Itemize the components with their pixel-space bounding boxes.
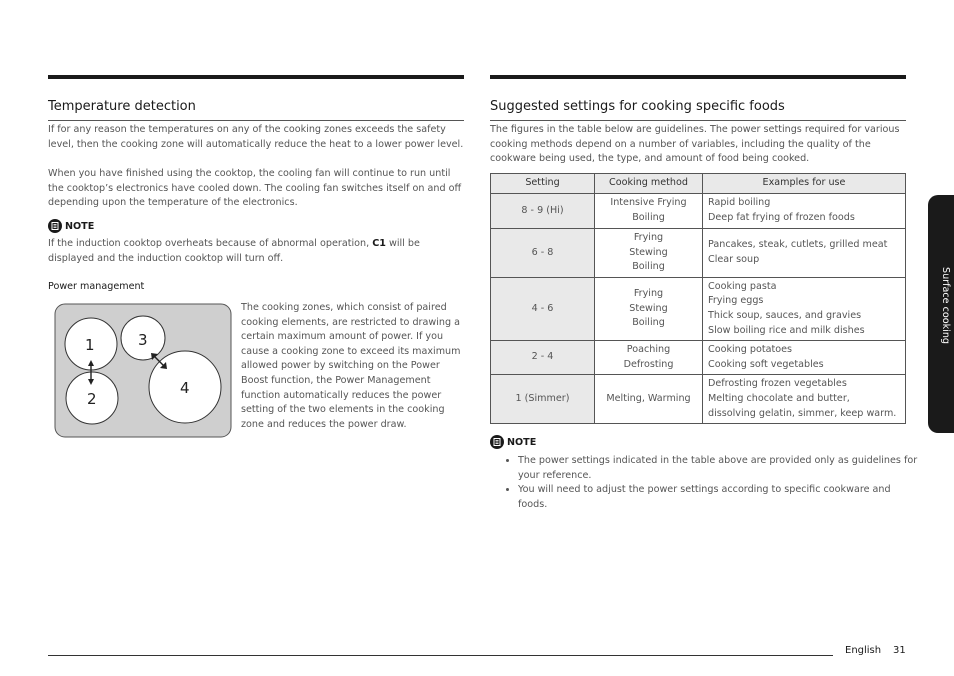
power-management-heading: Power management [48,281,145,292]
left-column-top-bar [48,75,464,79]
right-note-label [490,435,536,449]
note-text-post: will be displayed and the induction cooktop will turn off. [48,238,420,264]
suggested-settings-heading: Suggested settings for cooking specific foods [490,99,785,114]
note-icon [48,219,62,233]
setting-cell: 1 (Simmer) [491,375,595,424]
examples-cell: Cooking pasta Frying eggs Thick soup, sauces, and gravies Slow boiling rice and milk dishes [703,277,906,340]
setting-cell: 6 - 8 [491,229,595,278]
side-tab-label: Surface cooking [940,267,951,345]
setting-cell: 4 - 6 [491,277,595,340]
method-cell: Frying Stewing Boiling [595,229,703,278]
left-note-label-text: NOTE [65,220,95,232]
header-examples: Examples for use [703,174,906,194]
table-row [491,277,906,340]
list-item: • You will need to adjust the power settings according to specific cookware and foods. [518,483,918,512]
examples-cell: Defrosting frozen vegetables Melting chocolate and butter, dissolving gelatin, simmer, keep warm. [703,375,906,424]
left-note-text [48,237,458,266]
method-cell: Intensive Frying Boiling [595,194,703,229]
examples-cell: Rapid boiling Deep fat frying of frozen foods [703,194,906,229]
examples-cell: Cooking potatoes Cooking soft vegetables [703,341,906,375]
cooking-zones-diagram [54,303,234,439]
footer-rule [48,655,833,656]
table-row [491,341,906,375]
note-icon [490,435,504,449]
suggested-settings-intro: The figures in the table below are guidelines. The power settings required for various cooking methods depend on a number of variables, including the quality of the cookware being used, the type, and amount of food being cooked. [490,124,900,165]
cooking-settings-table [490,173,906,424]
method-cell: Melting, Warming [595,375,703,424]
temperature-para-2: When you have finished using the cooktop, the cooling fan will continue to run until the cooktop’s electronics have cooled down. The cooling fan switches itself on and off depending upon the temperature of the electronics. [48,168,462,209]
table-header-row [491,174,906,194]
right-column-top-bar [490,75,906,79]
zone-1-label: 1 [85,336,95,354]
setting-cell: 8 - 9 (Hi) [491,194,595,229]
table-row [491,375,906,424]
right-note-label-text: NOTE [507,436,537,448]
setting-cell: 2 - 4 [491,341,595,375]
left-heading-rule [48,120,464,121]
zone-2-label: 2 [87,390,97,408]
power-management-text: The cooking zones, which consist of paired cooking elements, are restricted to drawing a certain maximum amount of power. If you cause a cooking zone to exceed its maximum allowed power by switching on the Power Boost function, the Power Management function automatically reduces the power setting of the two elements in the cooking zone and reduces the power draw. [241,302,461,430]
examples-cell: Pancakes, steak, cutlets, grilled meat Clear soup [703,229,906,278]
left-note-label [48,219,94,233]
list-item: • The power settings indicated in the table above are provided only as guidelines for your reference. [518,454,918,483]
method-cell: Frying Stewing Boiling [595,277,703,340]
right-heading-rule [490,120,906,121]
section-side-tab [928,195,954,433]
temperature-detection-heading: Temperature detection [48,99,196,114]
header-cooking-method: Cooking method [595,174,703,194]
note-text-pre: If the induction cooktop overheats because of abnormal operation, [48,238,370,249]
page-number: 31 [893,645,906,656]
header-setting: Setting [491,174,595,194]
table-row [491,194,906,229]
zone-3-label: 3 [138,331,148,349]
temperature-para-1: If for any reason the temperatures on any of the cooking zones exceeds the safety level, then the cooking zone will automatically reduce the heat to a lower power level. [48,124,464,150]
footer-language: English [845,645,882,656]
table-row [491,229,906,278]
right-note-list [500,454,918,512]
method-cell: Poaching Defrosting [595,341,703,375]
zone-4-label: 4 [180,379,190,397]
error-code-c1: C1 [372,238,386,249]
